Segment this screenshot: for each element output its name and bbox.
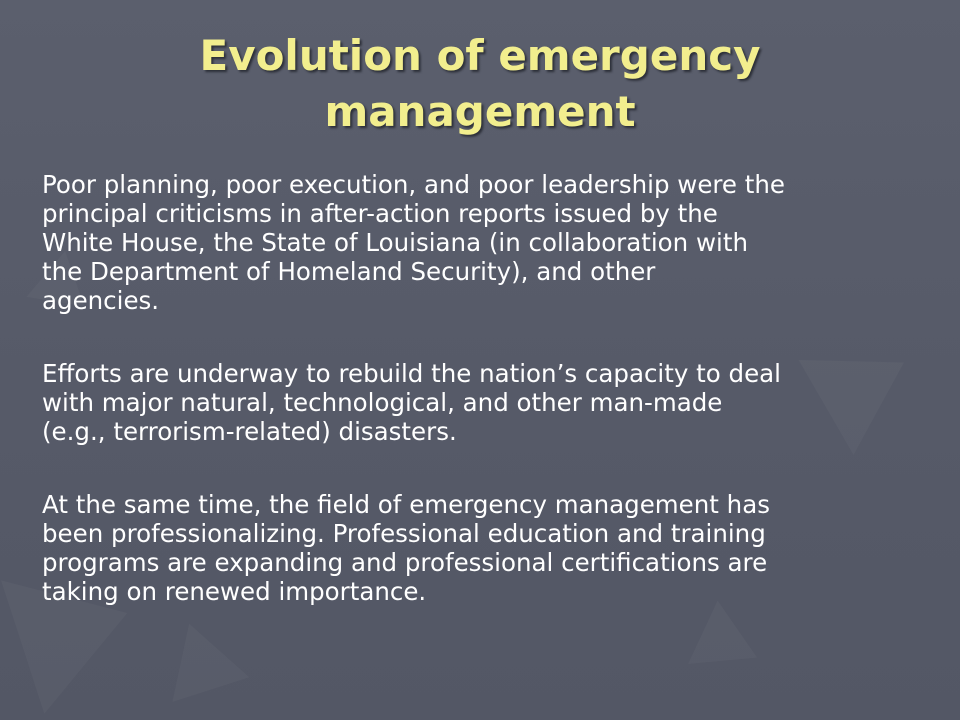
slide-title	[0, 28, 960, 140]
text-line: taking on renewed importance.	[42, 577, 427, 606]
text-line: principal criticisms in after-action reports issued by the	[42, 199, 718, 228]
slide-title-line: Evolution of emergency	[199, 31, 761, 80]
paragraph-criticisms	[42, 170, 922, 315]
text-line: been professionalizing. Professional education and training	[42, 519, 766, 548]
text-line: (e.g., terrorism-related) disasters.	[42, 417, 457, 446]
slide-body	[42, 170, 922, 650]
text-line: with major natural, technological, and other man-made	[42, 388, 723, 417]
paragraph-efforts	[42, 359, 922, 446]
text-line: At the same time, the field of emergency management has	[42, 490, 770, 519]
text-line: Poor planning, poor execution, and poor leadership were the	[42, 170, 786, 199]
text-line: programs are expanding and professional certifications are	[42, 548, 768, 577]
paragraph-professionalizing	[42, 490, 922, 606]
text-line: Efforts are underway to rebuild the nation’s capacity to deal	[42, 359, 781, 388]
text-line: agencies.	[42, 286, 160, 315]
slide-title-line: management	[324, 87, 636, 136]
text-line: the Department of Homeland Security), and other	[42, 257, 656, 286]
text-line: White House, the State of Louisiana (in collaboration with	[42, 228, 748, 257]
